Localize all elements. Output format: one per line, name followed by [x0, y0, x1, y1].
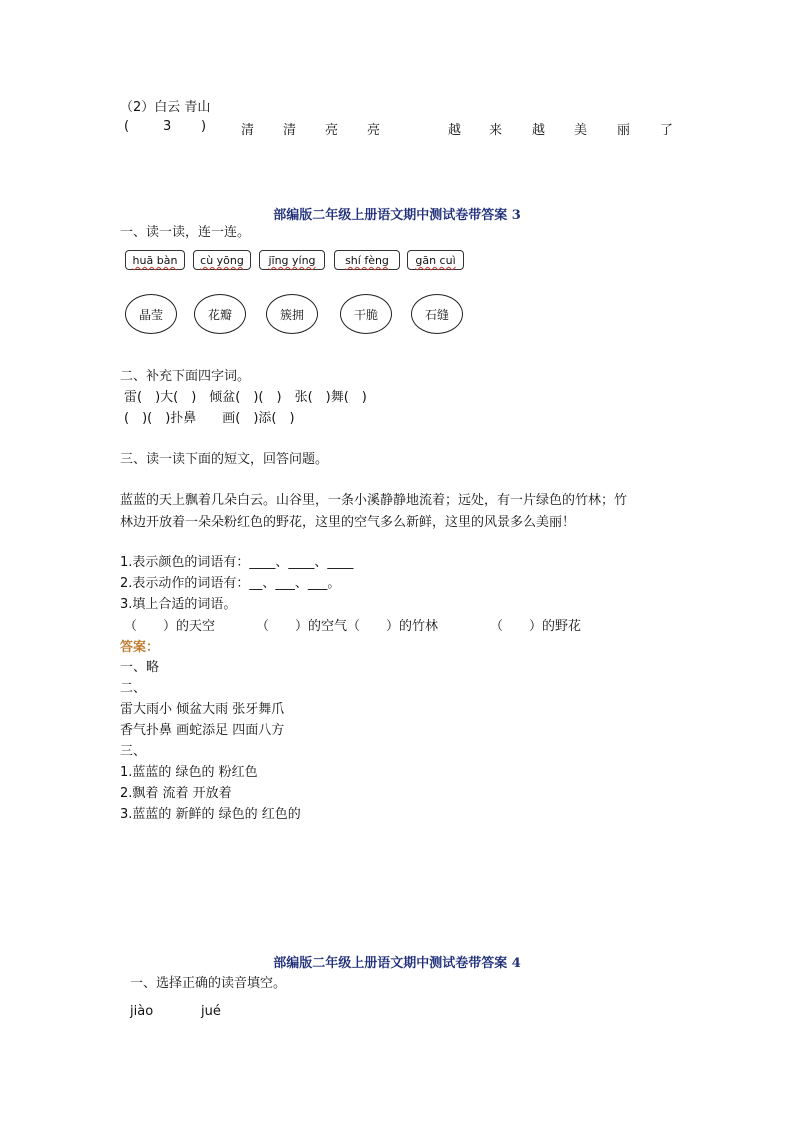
pinyin-option: jiào: [130, 1004, 154, 1019]
top-line-2-char: 清: [283, 123, 297, 138]
top-line-2-char: ): [201, 119, 207, 134]
word-oval[interactable]: 晶莹: [125, 294, 177, 334]
top-line-2-char: 亮: [325, 123, 339, 138]
section-3-q2: 二、补充下面四字词。: [120, 369, 251, 384]
top-line-2-char: 丽: [617, 123, 631, 138]
pinyin-box[interactable]: shí fèng: [334, 250, 400, 270]
section-3-title: 部编版二年级上册语文期中测试卷带答案 3: [273, 208, 521, 223]
answer-line: 2.飘着 流着 开放着: [120, 786, 232, 801]
sub-question-3: 3.填上合适的词语。: [120, 597, 237, 612]
answer-line: 香气扑鼻 画蛇添足 四面八方: [120, 723, 285, 738]
pinyin-box[interactable]: jīng yíng: [259, 250, 325, 270]
pinyin-box[interactable]: huā bàn: [125, 250, 185, 270]
top-line-2-char: 越: [532, 123, 546, 138]
section-4-title: 部编版二年级上册语文期中测试卷带答案 4: [273, 956, 521, 971]
pinyin-box[interactable]: cù yōng: [193, 250, 251, 270]
top-line-2-char: (: [124, 119, 130, 134]
pinyin-option: jué: [201, 1004, 221, 1019]
word-oval[interactable]: 干脆: [340, 294, 392, 334]
section-3-q3: 三、读一读下面的短文，回答问题。: [120, 452, 329, 467]
sub-question-2: 2.表示动作的词语有：__、___、___。: [120, 576, 341, 591]
top-line-2-char: 3: [163, 119, 172, 134]
fill-item: （ ）的空气（ ）的竹林: [256, 619, 439, 634]
fill-item: （ ）的天空: [124, 619, 216, 634]
top-line-2-char: 越: [448, 123, 462, 138]
section-4-q1: 一、选择正确的读音填空。: [130, 976, 287, 991]
answer-line: 一、略: [120, 660, 160, 675]
top-line-2: [0, 119, 794, 137]
pinyin-box[interactable]: gān cuì: [407, 250, 464, 270]
passage-line-1: 蓝蓝的天上飘着几朵白云。山谷里，一条小溪静静地流着；远处，有一片绿色的竹林；竹: [120, 493, 628, 508]
answer-line: 三、: [120, 744, 147, 759]
top-line-2-char: 来: [489, 123, 503, 138]
top-line-2-char: 清: [241, 123, 255, 138]
fill-item: （ ）的野花: [490, 619, 582, 634]
word-oval[interactable]: 花瓣: [194, 294, 246, 334]
answer-line: 1.蓝蓝的 绿色的 粉红色: [120, 765, 258, 780]
word-oval[interactable]: 石缝: [411, 294, 463, 334]
q2-line-1: 雷( )大( ) 倾盆( )( ) 张( )舞( ): [124, 390, 367, 405]
passage-line-2: 林边开放着一朵朵粉红色的野花，这里的空气多么新鲜，这里的风景多么美丽！: [120, 515, 576, 530]
answer-line: 雷大雨小 倾盆大雨 张牙舞爪: [120, 702, 285, 717]
top-line-1: （2）白云 青山: [120, 100, 211, 115]
q2-line-2: ( )( )扑鼻 画( )添( ): [124, 411, 295, 426]
section-3-q1: 一、读一读，连一连。: [120, 225, 251, 240]
answer-line: 3.蓝蓝的 新鲜的 绿色的 红色的: [120, 807, 301, 822]
top-line-2-char: 亮: [367, 123, 381, 138]
answer-line: 二、: [120, 681, 147, 696]
sub-question-1: 1.表示颜色的词语有：____、____、____: [120, 555, 354, 570]
top-line-2-char: 美: [574, 123, 588, 138]
word-oval[interactable]: 簇拥: [266, 294, 318, 334]
answer-label: 答案：: [120, 640, 160, 655]
top-line-2-char: 了: [660, 123, 674, 138]
